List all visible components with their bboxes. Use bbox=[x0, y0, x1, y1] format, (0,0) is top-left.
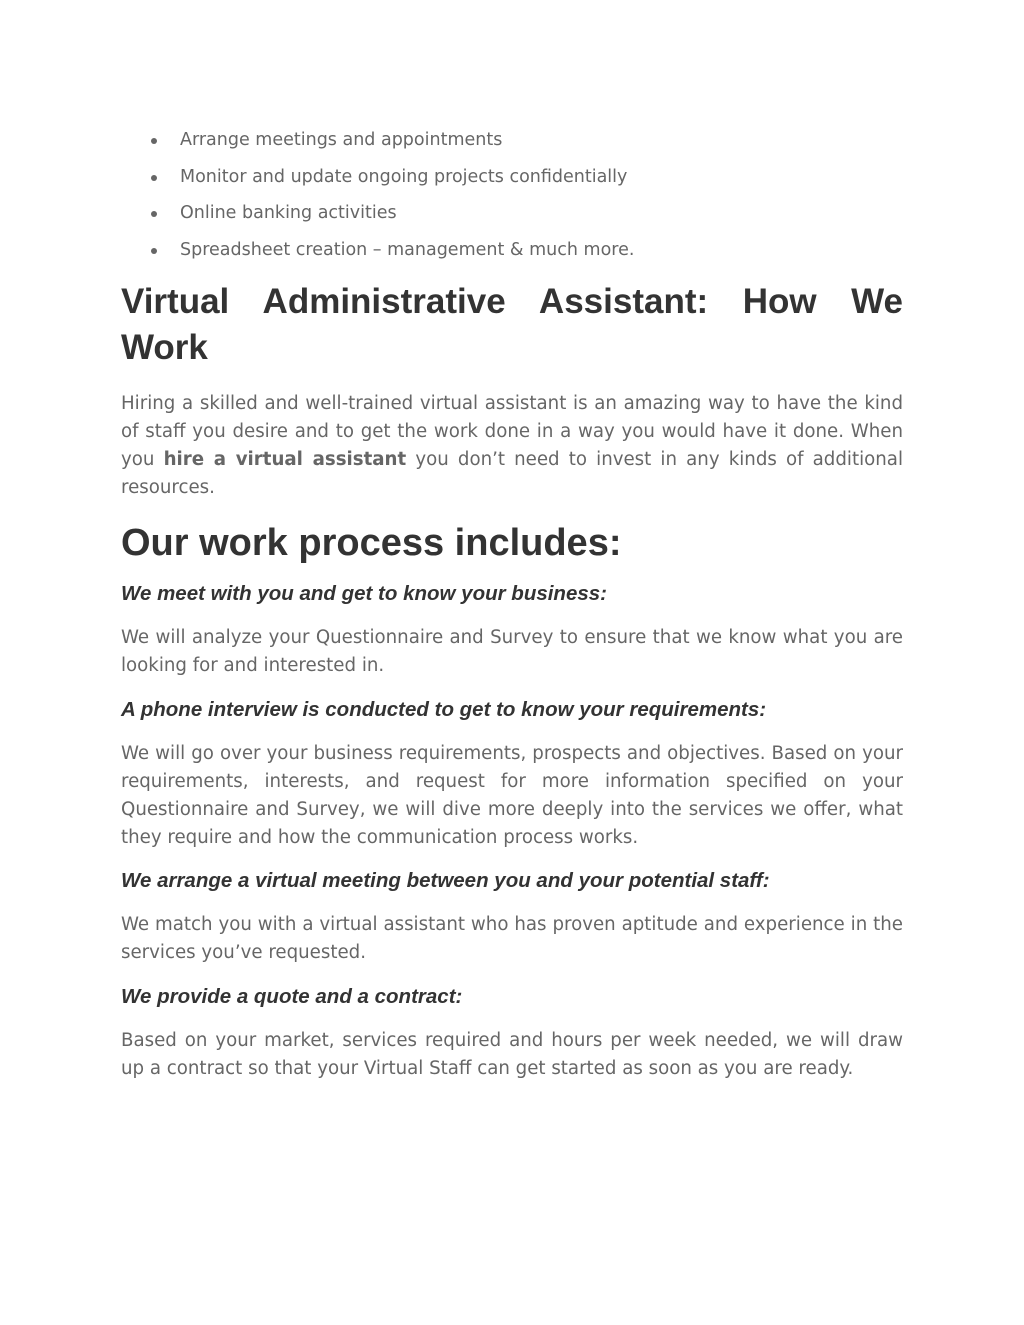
step-paragraph: Based on your market, services required and hours per week needed, we will draw up a contract so that your Virtual Staff can get started as soon as you are ready. bbox=[121, 1030, 903, 1079]
bullet-item bbox=[121, 161, 903, 198]
intro-text-after: you don’t need to invest in any kinds of additional resources. bbox=[121, 449, 903, 498]
step-heading: We meet with you and get to know your business: bbox=[121, 582, 607, 605]
step-heading: A phone interview is conducted to get to know your requirements: bbox=[121, 698, 767, 721]
step-heading: We arrange a virtual meeting between you and your potential staff: bbox=[121, 869, 770, 892]
intro-paragraph bbox=[121, 390, 903, 502]
bullet-item bbox=[121, 234, 903, 271]
bullet-dot-icon bbox=[151, 211, 157, 217]
bullet-dot-icon bbox=[151, 248, 157, 254]
bullet-item bbox=[121, 124, 903, 161]
section-heading: Our work process includes: bbox=[121, 522, 622, 564]
step-paragraph: We will go over your business requirements, prospects and objectives. Based on your requirements, interests, and request for more information specified on your Questionnaire and Survey, we will dive more deeply into the services we offer, what they require and how the communication process works. bbox=[121, 743, 903, 848]
bullet-text: Arrange meetings and appointments bbox=[180, 130, 503, 150]
step-paragraph: We match you with a virtual assistant who has proven aptitude and experience in the services you’ve requested. bbox=[121, 914, 903, 963]
main-heading-line2: Work bbox=[121, 328, 208, 367]
intro-text-before: Hiring a skilled and well-trained virtual assistant is an amazing way to have the kind of staff you desire and to get the work done in a way you would have it done. When you bbox=[121, 393, 903, 470]
bullet-text: Online banking activities bbox=[180, 203, 397, 223]
main-heading-line1: Virtual Administrative Assistant: How We bbox=[121, 282, 903, 321]
bullet-text: Monitor and update ongoing projects confidentially bbox=[180, 166, 628, 187]
bullet-dot-icon bbox=[151, 175, 157, 181]
task-bullet-list bbox=[121, 124, 903, 270]
hire-virtual-assistant-link[interactable]: hire a virtual assistant bbox=[163, 449, 407, 470]
bullet-text: Spreadsheet creation – management & much more. bbox=[180, 239, 635, 260]
main-heading bbox=[121, 279, 903, 371]
step-paragraph: We will analyze your Questionnaire and Survey to ensure that we know what you are looking for and interested in. bbox=[121, 627, 903, 676]
step-heading: We provide a quote and a contract: bbox=[121, 985, 463, 1008]
bullet-dot-icon bbox=[151, 138, 157, 144]
document-page bbox=[121, 124, 903, 1083]
bullet-item bbox=[121, 197, 903, 234]
